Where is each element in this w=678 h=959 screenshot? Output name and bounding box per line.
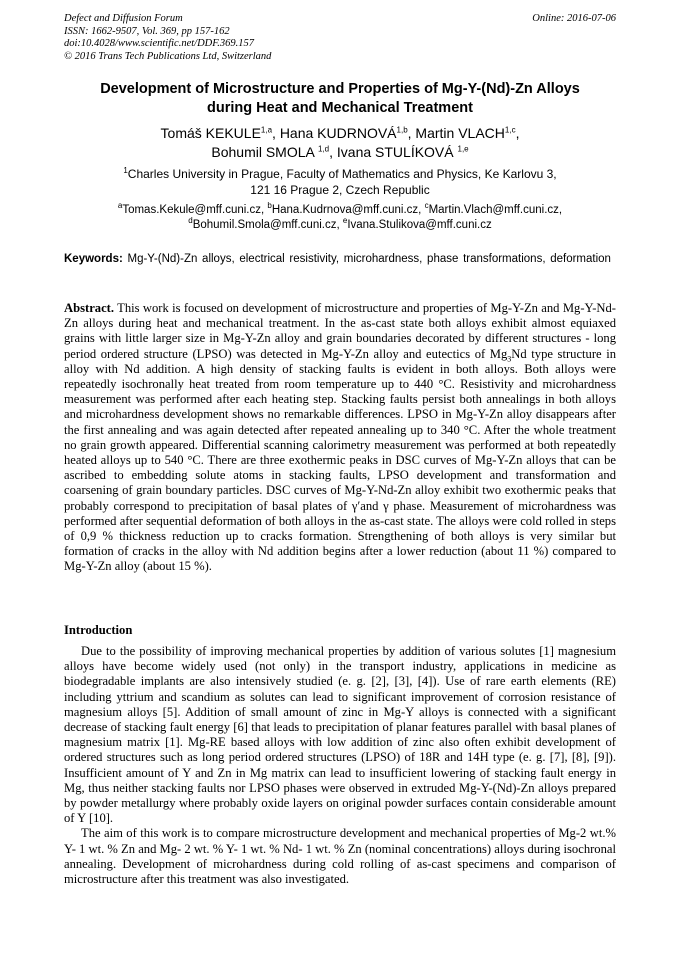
section-heading: Introduction	[64, 623, 133, 637]
affiliation-line-1: Charles University in Prague, Faculty of Mathematics and Physics, Ke Karlovu 3,	[127, 167, 557, 181]
abstract-text-cont: Nd type structure in alloy with Nd addition. A high density of stacking faults is evident in both alloys. Both alloys were repeatedly isochronally heat treated from room temperature up to 440 °C. Resistivity and microhardness measurement was performed after each heating step. Stacking faults persist both annealings in both alloys and microhardness development shows no remarkable differences. LPSO in Mg-Y-Zn alloy disappears after the first annealing and was again detected after repeated annealing up to 340 °C. After the whole treatment no grain growth appeared. Differential scanning calorimetry measurement was performed at both repeatedly heated alloys up to 540 °C. There are three exothermic peaks in DSC curves of Mg-Y-Zn alloys that can be ascribed to embedding solute atoms in stacking faults, LPSO development and transformation and coarsening of grain boundary particles. DSC curves of Mg-Y-Nd-Zn alloy exhibit two exothermic peaks that probably correspond to precipitation of basal plates of γ′and γ phase. Measurement of microhardness was performed after sequential deformation of both alloys in the as-cast state. The alloys were cold rolled in steps of 0,9 % thickness reduction up to cracks formation. Strengthening of both alloys is very similar but formation of cracks in the alloy with Nd addition begins after a lower reduction (about 11 %) compared to Mg-Y-Zn alloy (about 15 %).	[64, 346, 617, 574]
author-name: Martin VLACH	[415, 125, 505, 141]
email-link[interactable]: Hana.Kudrnova@mff.cuni.cz	[271, 204, 419, 216]
running-header	[64, 13, 616, 63]
author-affil-mark: 1,a	[260, 125, 273, 135]
keywords	[64, 252, 616, 267]
paragraph: The aim of this work is to compare microstructure development and mechanical properties of Mg-2 wt.% Y- 1 wt. % Zn and Mg- 2 wt. % Y- 1 wt. % Nd- 1 wt. % Zn (nominal concentrations) alloys during isochronal annealing. Development of microhardness during cold rolling of as-cast specimens and comparison of microstructure after this treatment was also investigated.	[64, 826, 616, 887]
email-link[interactable]: Tomas.Kekule@mff.cuni.cz	[122, 204, 261, 216]
title-line-2: during Heat and Mechanical Treatment	[207, 100, 473, 116]
abstract-text: This work is focused on development of microstructure and properties of Mg-Y-Zn and Mg-Y-Nd-Zn alloys during heat and mechanical treatment. In the as-cast state both alloys exhibit almost equiaxed grains with little larger size in Mg-Y-Zn alloy and grain boundaries decorated by different structures - long period ordered structure (LPSO) was detected in Mg-Y-Zn alloy and eutectics of Mg	[64, 301, 616, 361]
issn-line: ISSN: 1662-9507, Vol. 369, pp 157-162	[64, 25, 230, 37]
author-affil-mark: 1,b	[396, 125, 408, 135]
title-line-1: Development of Microstructure and Properties of Mg-Y-(Nd)-Zn Alloys	[100, 81, 580, 97]
affiliation	[64, 167, 616, 198]
abstract-label: Abstract.	[64, 301, 115, 315]
online-date: Online: 2016-07-06	[532, 13, 616, 24]
author-name: Hana KUDRNOVÁ	[279, 125, 397, 141]
paper-title	[64, 80, 616, 118]
affiliation-mark: 1	[123, 166, 128, 175]
author-name: Tomáš KEKULE	[160, 125, 261, 141]
doi-line: doi:10.4028/www.scientific.net/DDF.369.157	[64, 38, 255, 49]
introduction-body	[64, 644, 616, 887]
abstract	[64, 301, 616, 575]
author-name: Bohumil SMOLA	[211, 144, 315, 160]
subscript: 3	[507, 354, 512, 364]
copyright-line: © 2016 Trans Tech Publications Ltd, Switzerland	[64, 50, 272, 62]
email-link[interactable]: Bohumil.Smola@mff.cuni.cz	[192, 219, 337, 231]
keywords-label: Keywords:	[64, 253, 123, 265]
author-affil-mark: 1,d	[317, 144, 330, 154]
email-link[interactable]: Martin.Vlach@mff.cuni.cz	[428, 204, 559, 216]
journal-name: Defect and Diffusion Forum	[64, 13, 183, 24]
author-affil-mark: 1,e	[457, 144, 469, 154]
author-line-2: Bohumil SMOLA $^{1,d}$, Ivana STULÍKOVÁ $^{1,e}$	[211, 144, 469, 160]
author-name: Ivana STULÍKOVÁ	[336, 144, 454, 160]
email-list: $^a$Tomas.Kekule@mff.cuni.cz, $^b$Hana.Kudrnova@mff.cuni.cz, $^c$Martin.Vlach@mff.cuni.cz, $^d$Bohumil.Smola@mff.cuni.cz, $^e$Ivana.Stulikova@mff.cuni.cz	[117, 201, 563, 231]
author-affil-mark: 1,c	[504, 125, 516, 135]
paragraph: Due to the possibility of improving mechanical properties by addition of various solutes [1] magnesium alloys have become widely used (not only) in the transport industry, applications in medicine as biodegradable implants are also intensively studied (e. g. [2], [3], [4]). Use of rare earth elements (RE) including yttrium and scandium as solutes can lead to significant improvement of corrosion resistance of magnesium alloys [5]. Addition of small amount of zinc in Mg-Y alloys is connected with a significant decrease of stacking fault energy [6] that leads to precipitation of planar features parallel with basal planes of magnesium matrix [1]. Mg-RE based alloys with low addition of zinc also often exhibit development of ordered structures such as long period ordered structures (LPSO) of 18R and 14H type (e. g. [7], [8], [9]). Insufficient amount of Y and Zn in Mg matrix can lead to insufficient lowering of stacking fault energy in Mg, thus neither stacking faults nor LPSO phases were observed in extruded Mg-Y-(Nd)-Zn alloys prepared by powder metallurgy where probably oxide layers on original powder surfaces contain considerable amount of Y [10].	[64, 644, 616, 826]
author-list	[64, 124, 616, 162]
email-link[interactable]: Ivana.Stulikova@mff.cuni.cz	[347, 219, 492, 231]
affiliation-line-2: 121 16 Prague 2, Czech Republic	[250, 182, 430, 197]
author-line-1: Tomáš KEKULE$^{1,a}$, Hana KUDRNOVÁ$^{1,b}$, Martin VLACH$^{1,c}$,	[160, 125, 520, 141]
keywords-text: Mg-Y-(Nd)-Zn alloys, electrical resistivity, microhardness, phase transformations, deformation	[127, 253, 611, 265]
